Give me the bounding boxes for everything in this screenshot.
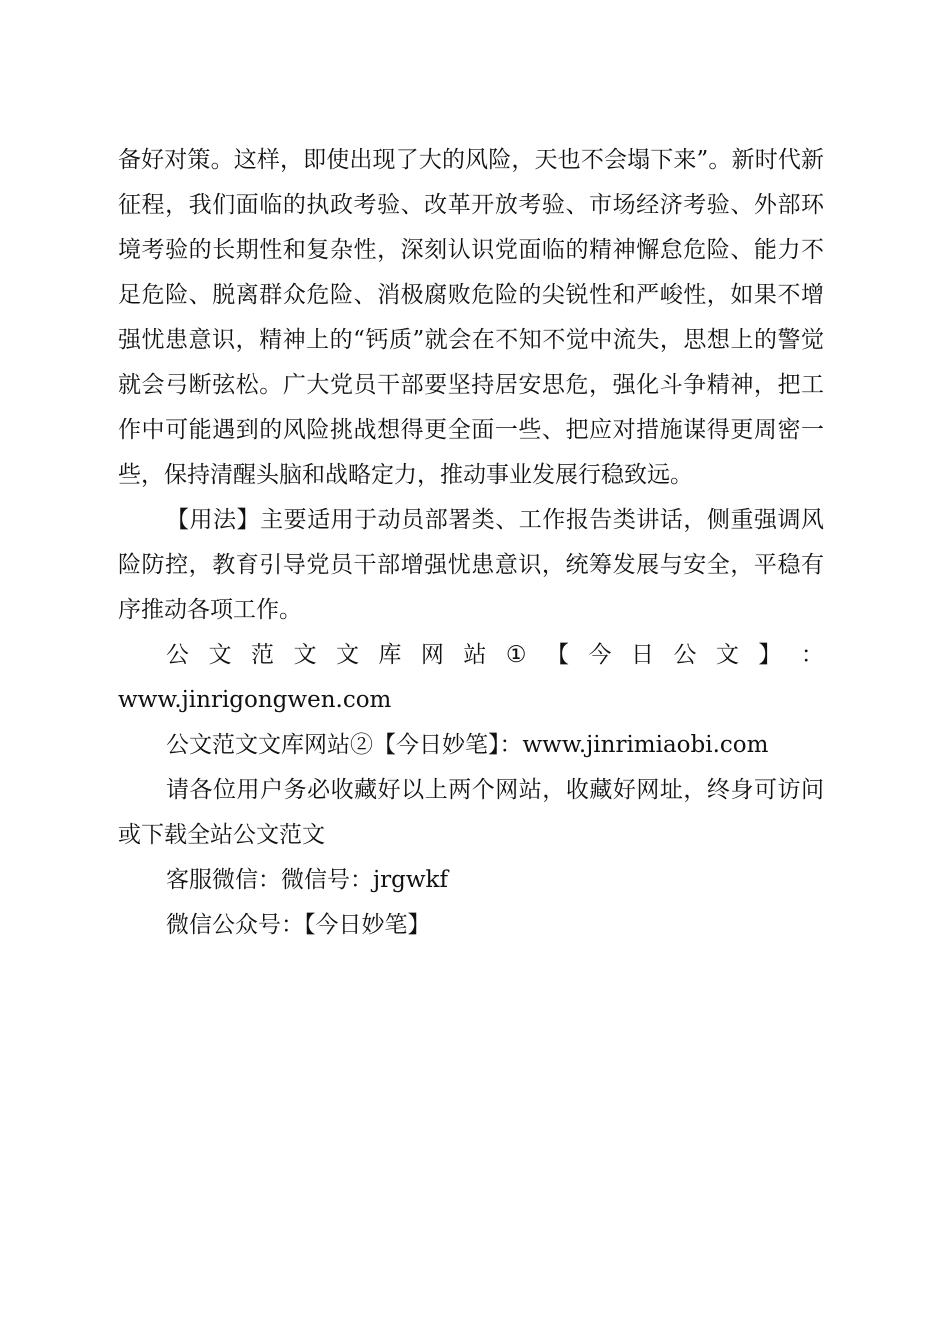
main-paragraph: 备好对策。这样，即使出现了大的风险，天也不会塌下来”。新时代新征程，我们面临的执政考验、改革开放考验、市场经济考验、外部环境考验的长期性和复杂性，深刻认识党面临的精神懈怠危险、能力不足危险、脱离群众危险、消极腐败危险的尖锐性和严峻性，如果不增强忧患意识，精神上的“钙质”就会在不知不觉中流失，思想上的警觉就会弓断弦松。广大党员干部要坚持居安思危，强化斗争精神，把工作中可能遇到的风险挑战想得更全面一些、把应对措施谋得更周密一些，保持清醒头脑和战略定力，推动事业发展行稳致远。 [118, 147, 824, 488]
customer-service-line: 客服微信：微信号：jrgwkf [166, 867, 448, 893]
reminder-paragraph: 请各位用户务必收藏好以上两个网站，收藏好网址，终身可访问或下载全站公文范文 [118, 777, 824, 848]
site2-line: 公文范文文库网站②【今日妙笔】：www.jinrimiaobi.com [166, 732, 769, 758]
official-account-line: 微信公众号：【今日妙笔】 [166, 912, 431, 938]
site1-label-line: 公 文 范 文 文 库 网 站 ① 【 今 日 公 文 】 ： [166, 642, 824, 668]
usage-paragraph: 【用法】主要适用于动员部署类、工作报告类讲话，侧重强调风险防控，教育引导党员干部增强忧患意识，统筹发展与安全，平稳有序推动各项工作。 [118, 507, 824, 623]
site1-url: www.jinrigongwen.com [118, 687, 392, 713]
document-page [118, 138, 824, 948]
